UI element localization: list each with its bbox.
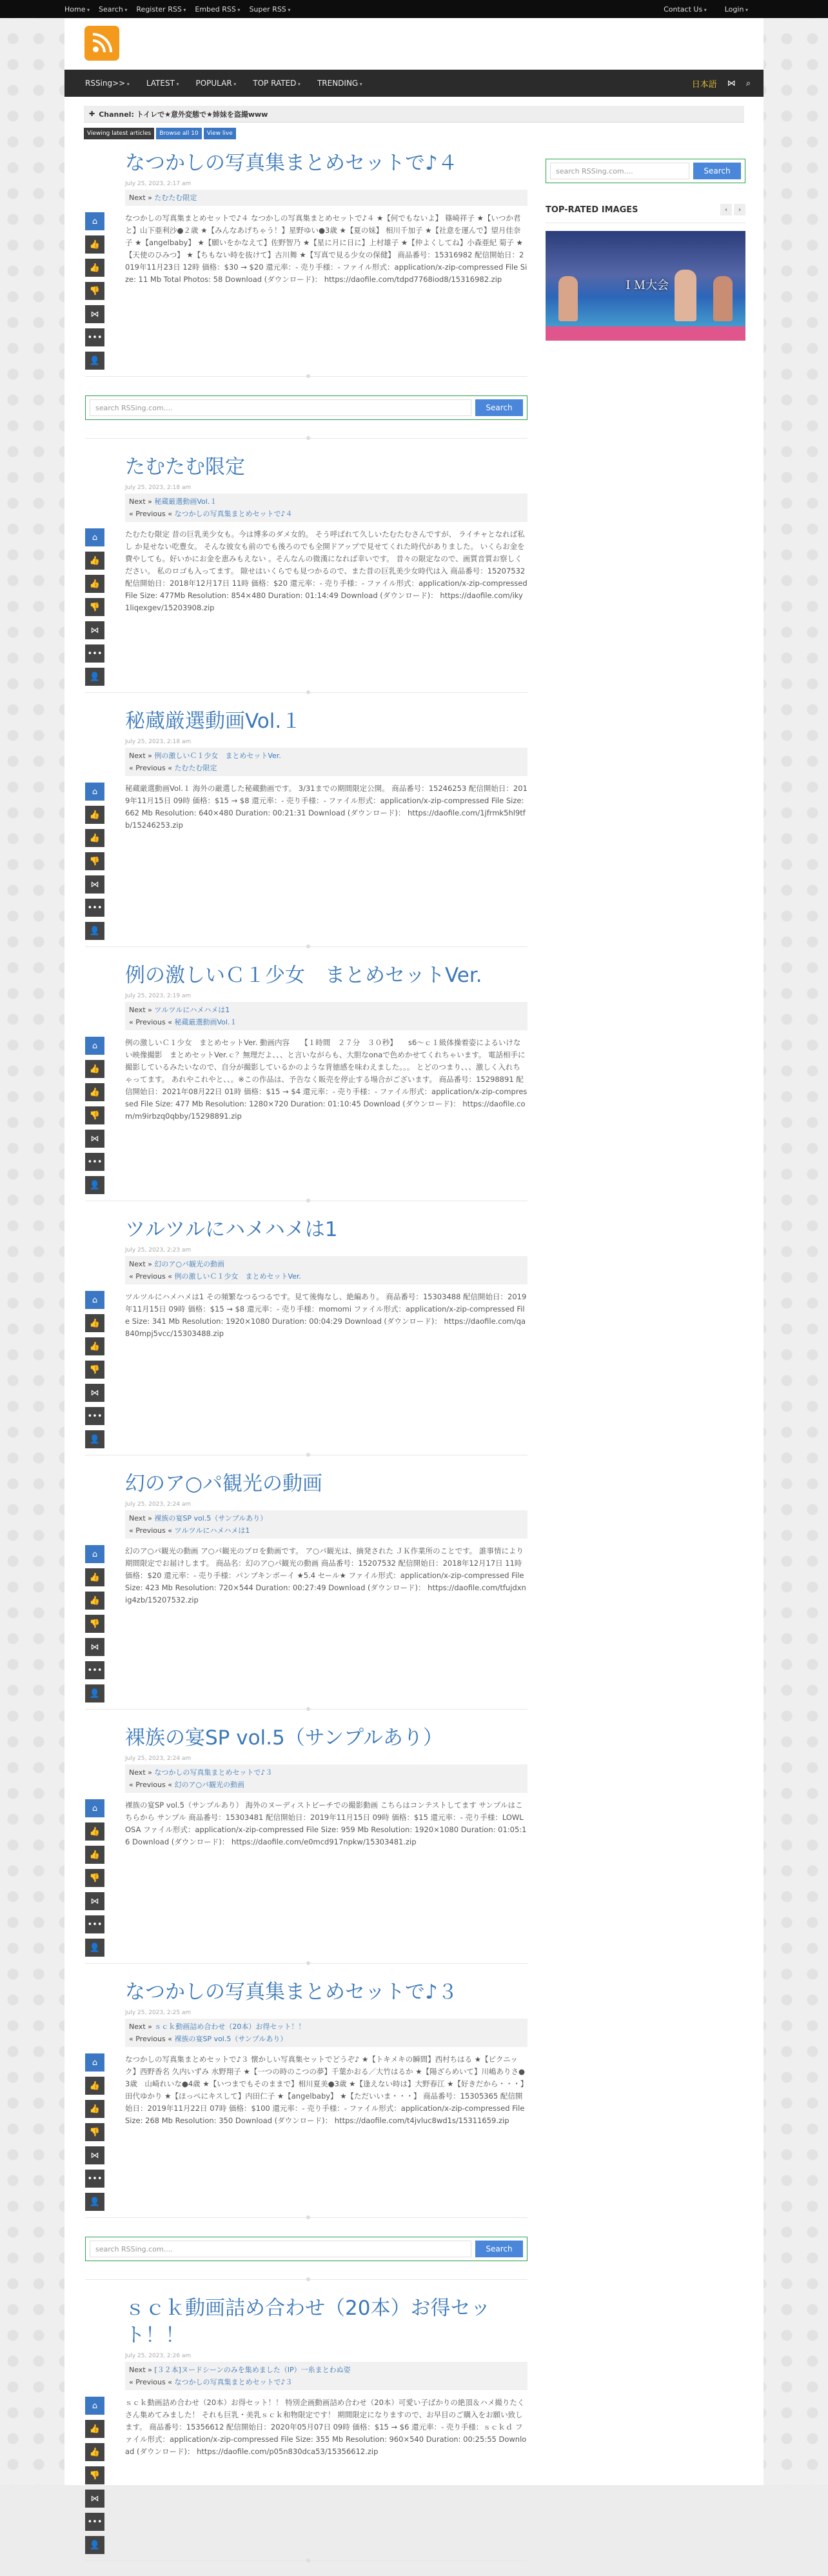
- share-buttons: [85, 212, 104, 375]
- thumbs-up-icon[interactable]: 👍: [85, 1568, 104, 1586]
- prev-link[interactable]: 例の激しいＣ１少女 まとめセットVer.: [174, 1272, 301, 1281]
- next-link[interactable]: たむたむ限定: [154, 194, 197, 202]
- prev-label: « Previous «: [129, 1018, 172, 1026]
- next-link[interactable]: ツルツルにハメハメは1: [154, 1006, 230, 1014]
- prev-link[interactable]: ツルツルにハメハメは1: [174, 1526, 250, 1535]
- share-icon[interactable]: ⋈: [85, 305, 104, 323]
- post-body: [85, 2053, 527, 2207]
- divider: [85, 1441, 527, 1470]
- search-button[interactable]: Search: [475, 2241, 523, 2257]
- thumbs-up-alt-icon[interactable]: 👍: [85, 259, 104, 277]
- share-icon[interactable]: ⋈: [85, 875, 104, 894]
- post-body: [85, 1037, 527, 1190]
- thumbs-down-icon[interactable]: 👎: [85, 1361, 104, 1379]
- post: [85, 1216, 527, 1444]
- post: [85, 2295, 527, 2550]
- share-buttons: [85, 1799, 104, 1962]
- next-link[interactable]: 秘蔵厳選動画Vol.１: [154, 497, 217, 506]
- share-buttons: [85, 528, 104, 691]
- search-icon[interactable]: ⌕: [745, 78, 751, 88]
- thumbs-up-alt-icon[interactable]: 👍: [85, 2443, 104, 2461]
- post-body: [85, 1799, 527, 1953]
- next-label: Next »: [129, 1514, 152, 1523]
- topnav-login[interactable]: Login ▾: [725, 5, 748, 14]
- prev-link[interactable]: たむたむ限定: [174, 764, 217, 772]
- prev-label: « Previous «: [129, 764, 172, 772]
- share-buttons: [85, 1037, 104, 1199]
- thumbs-down-icon[interactable]: 👎: [85, 2123, 104, 2141]
- next-label: Next »: [129, 497, 152, 506]
- rss-logo-icon[interactable]: [84, 26, 119, 61]
- home-icon[interactable]: ⌂: [85, 1545, 104, 1563]
- next-label: Next »: [129, 194, 152, 202]
- next-label: Next »: [129, 2022, 152, 2031]
- home-icon[interactable]: ⌂: [85, 212, 104, 230]
- more-icon[interactable]: •••: [85, 328, 104, 346]
- prev-label: « Previous «: [129, 1526, 172, 1535]
- prev-label: « Previous «: [129, 2035, 172, 2043]
- divider: [85, 2546, 527, 2576]
- prev-label: « Previous «: [129, 1272, 172, 1281]
- home-icon[interactable]: ⌂: [85, 1037, 104, 1055]
- post-excerpt: なつかしの写真集まとめセットで♪３ 懐かしい写真集セットでどうぞ♪ ★【トキメキの瞬間】西村ちはる ★【ピクニック】西野香名 久内いずみ 水野翔子 ★【一つの時のこつの夢】千葉かおる／大竹はるか ★【陽ざらめいて】川嶋ありさ●3歳 山崎れいな●4歳 ★【いつまでもそのままで】相川夏美●3歳 ★【逢えない時は】大野春江 ★【好きだから・・・】田代ゆかり ★【ほっぺにキスして】内田仁子 ★【angelbaby】 ★【ただいいま・・・】 商品番号：15305365 配信開始日：2019年11月22日 07時 価格：$100 還元率：- 売り手様：- ファイル形式：application/x-zip-compressed File Size: 268 Mb Resolution: 350 Download (ダウンロード)： https://daofile.com/t4jvluc8wd1s/15311659.zip: [125, 2055, 526, 2125]
- post-date: July 25, 2023, 2:25 am: [125, 2010, 192, 2016]
- thumbs-up-alt-icon[interactable]: 👍: [85, 1846, 104, 1864]
- post-title[interactable]: 秘蔵厳選動画Vol.１: [125, 710, 302, 733]
- post: [85, 1470, 527, 1699]
- share-icon[interactable]: ⋈: [85, 2490, 104, 2508]
- nav-top-rated[interactable]: TOP RATED ▾: [253, 79, 301, 88]
- prev-label: « Previous «: [129, 1781, 172, 1789]
- topnav-super-rss[interactable]: Super RSS ▾: [249, 5, 290, 14]
- topnav-contact-us[interactable]: Contact Us ▾: [664, 5, 707, 14]
- tab-browse-all[interactable]: Browse all 10: [156, 128, 201, 139]
- sidebar-title: TOP-RATED IMAGES: [546, 205, 638, 215]
- post-excerpt: 秘蔵厳選動画Vol.１ 海外の厳選した秘蔵動画です。 3/31までの期間限定公開。 商品番号：15246253 配信開始日：2019年11月15日 09時 価格：$15 → $8 還元率：- 売り手様：- ファイル形式：application/x-zip-compressed File Size: 662 Mb Resolution: 640×480 Duration: 00:21:31 Download (ダウンロード)： https://daofile.com/1jfrmk5hl9tfb/15246253.zip: [125, 784, 527, 830]
- thumbs-up-icon[interactable]: 👍: [85, 552, 104, 570]
- thumbs-down-icon[interactable]: 👎: [85, 1615, 104, 1633]
- user-icon[interactable]: 👤: [85, 2536, 104, 2554]
- more-icon[interactable]: •••: [85, 2170, 104, 2188]
- post-date: July 25, 2023, 2:18 am: [125, 739, 192, 745]
- more-icon[interactable]: •••: [85, 1915, 104, 1933]
- user-icon[interactable]: 👤: [85, 668, 104, 686]
- post-body: [85, 1291, 527, 1444]
- post-title[interactable]: なつかしの写真集まとめセットで♪４: [125, 152, 458, 175]
- prev-link[interactable]: 裸族の宴SP vol.5（サンプルあり）: [174, 2035, 288, 2043]
- next-link[interactable]: 幻のア○パ観光の動画: [154, 1260, 224, 1268]
- thumbs-up-icon[interactable]: 👍: [85, 1822, 104, 1841]
- user-icon[interactable]: 👤: [85, 352, 104, 370]
- prev-label: « Previous «: [129, 510, 172, 518]
- post-excerpt: 例の激しいＣ１少女 まとめセットVer. 動画内容 【１時間 ２７分 ３０秒】 s6〜ｃ１級体操着姿によるいけない映像撮影 まとめセットVer.ｃ？無理だよ、、、と言いながらも、大胆なonaで色めかせてくれちゃいます。 電話相手に撮影しているみたいなので、自分が撮影しているかのような背徳感を味わえました。。。 とどのつまり、、、激しく入れちゃってます。 あれやこれやと、、。※この作品は、予告なく販売を停止する場合がございます。 商品番号：15298891 配信開始日：2021年08月22日 01時 価格：$15 → $4 還元率：- 売り手様：- ファイル形式：application/x-zip-compressed File Size: 477 Mb Resolution: 1280×720 Duration: 01:10:45 Download (ダウンロード)： https://daofile.com/m9irbzq0qbby/15298891.zip: [125, 1038, 527, 1121]
- prev-arrow-icon[interactable]: ‹: [720, 204, 732, 215]
- post-body: [85, 783, 527, 936]
- user-icon[interactable]: 👤: [85, 2193, 104, 2211]
- post-excerpt: たむたむ限定 昔の巨乳美少女も。今は博多のダメ女的。 そう呼ばれて久しいたむたむさんですが、 ライチャとなれば私し か見せない吃豊女。 そんな彼女も前のでも後ろのでも全開ドアップで見せてくれた時代がありました。 いくらお金を費やしても。好いかにお金を恵みもえない 。そんなんの微漢になれば幸いです。 昔々の限定なので、画質音質お察しください。 私のロゴも入ってます。 隙せはいくらでも見つかるので、また昔の巨乳美少女時代は入 商品番号：15207532 配信開始日：2018年12月17日 11時 価格：$20 還元率：- 売り手様：- ファイル形式：application/x-zip-compressed File Size: 477Mb Resolution: 854×480 Duration: 01:14:49 Download (ダウンロード)： https://daofile.com/iky1liqexgev/15203908.zip: [125, 530, 527, 612]
- thumbs-down-icon[interactable]: 👎: [85, 2466, 104, 2484]
- post-list: [85, 150, 527, 2576]
- share-icon[interactable]: ⋈: [85, 1384, 104, 1402]
- share-icon[interactable]: ⋈: [85, 1892, 104, 1910]
- post-date: July 25, 2023, 2:18 am: [125, 484, 192, 491]
- more-icon[interactable]: •••: [85, 1407, 104, 1425]
- share-buttons: [85, 2397, 104, 2559]
- next-arrow-icon[interactable]: ›: [734, 204, 745, 215]
- divider: [85, 1695, 527, 1724]
- thumbs-up-alt-icon[interactable]: 👍: [85, 1083, 104, 1101]
- thumbs-down-icon[interactable]: 👎: [85, 282, 104, 300]
- next-label: Next »: [129, 1006, 152, 1014]
- top-rated-thumbnail[interactable]: [546, 231, 745, 341]
- topnav-register-rss[interactable]: Register RSS ▾: [136, 5, 186, 14]
- topnav-embed-rss[interactable]: Embed RSS ▾: [195, 5, 240, 14]
- post-title[interactable]: なつかしの写真集まとめセットで♪３: [125, 1981, 458, 2004]
- top-bar: [0, 0, 828, 18]
- nav-latest[interactable]: LATEST ▾: [146, 79, 179, 88]
- thumb-caption: ＩＭ大会: [622, 279, 669, 292]
- thumbs-up-icon[interactable]: 👍: [85, 235, 104, 254]
- home-icon[interactable]: ⌂: [85, 2397, 104, 2415]
- home-icon[interactable]: ⌂: [85, 1799, 104, 1817]
- post-excerpt: 裸族の宴SP vol.5（サンプルあり） 海外のヌーディストビーチでの撮影動画 こちらはコンテストしてます サンプルはこちらから サンプル 商品番号：15303481 配信開始日：2019年11月15日 09時 価格：$15 還元率：- 売り手様：LOWLOSA ファイル形式：application/x-zip-compressed File Size: 959 Mb Resolution: 1920×1080 Duration: 01:05:16 Download (ダウンロード)： https://daofile.com/e0mcd917npkw/15303481.zip: [125, 1801, 527, 1846]
- share-icon[interactable]: ⋈: [85, 1130, 104, 1148]
- next-link[interactable]: [３２本]ヌードシーンのみを集めました（IP）一糸まとわぬ姿: [154, 2366, 351, 2374]
- plus-icon[interactable]: ✚: [89, 110, 95, 118]
- thumbs-down-icon[interactable]: 👎: [85, 1869, 104, 1887]
- share-buttons: [85, 2053, 104, 2216]
- post: [85, 454, 527, 682]
- nav-rssing[interactable]: RSSing>> ▾: [85, 79, 130, 88]
- home-icon[interactable]: ⌂: [85, 528, 104, 546]
- post-navigation: [125, 1256, 527, 1284]
- thumbs-down-icon[interactable]: 👎: [85, 598, 104, 616]
- channel-title: Channel: トイレで★意外変態で★姉妹を盗撮www: [99, 110, 268, 119]
- post-title[interactable]: 幻のア○パ観光の動画: [125, 1472, 323, 1495]
- prev-label: « Previous «: [129, 2378, 172, 2386]
- post-date: July 25, 2023, 2:17 am: [125, 181, 192, 187]
- search-input[interactable]: search RSSing.com....: [90, 2241, 471, 2257]
- share-buttons: [85, 1545, 104, 1708]
- divider: [85, 678, 527, 708]
- prev-link[interactable]: なつかしの写真集まとめセットで♪３: [174, 2378, 293, 2386]
- post: [85, 1724, 527, 1953]
- next-label: Next »: [129, 1260, 152, 1268]
- post: [85, 150, 527, 366]
- home-icon[interactable]: ⌂: [85, 783, 104, 801]
- post-navigation: [125, 2362, 527, 2390]
- divider: [85, 2265, 527, 2295]
- thumbs-up-alt-icon[interactable]: 👍: [85, 2100, 104, 2118]
- thumbs-up-icon[interactable]: 👍: [85, 1314, 104, 1332]
- post-excerpt: 幻のア○パ観光の動画 ア○パ観光のプロを動画です。 ア○パ観光は、摘発された ＪＫ作業所のことです。 誰事情により期間限定でお届けします。 商品名：幻のア○パ観光の動画 商品番号：15207532 配信開始日：2018年12月17日 11時 価格：$20 還元率：- 売り手様：パンプキンボーイ ★5.4 セール★ ファイル形式：application/x-zip-compressed File Size: 423 Mb Resolution: 720×544 Duration: 00:27:49 Download (ダウンロード)： https://daofile.com/tfujdxnig4zb/15207532.zip: [125, 1546, 526, 1604]
- language-link[interactable]: 日本語: [691, 79, 717, 90]
- search-button[interactable]: Search: [693, 163, 741, 179]
- prev-link[interactable]: 秘蔵厳選動画Vol.１: [174, 1018, 237, 1026]
- home-icon[interactable]: ⌂: [85, 2053, 104, 2072]
- divider: [85, 2203, 527, 2233]
- post-excerpt: なつかしの写真集まとめセットで♪４ なつかしの写真集まとめセットで♪４ ★【何でもないよ】 篠崎祥子 ★【いつか君と】山下亜利沙●２歳 ★【みんなあげちゃう！】星野ゆい●3歳 ★【夏の妹】 相川千加子 ★【社意を運んで】望月佳奈子 ★【angelbaby】 ★【願いをかなえて】佐野智乃 ★【星に月に日に】上村雄子 ★【仲よくしてね】小森亜紀 菊子 ★【天使のひみつ】 ★【ちもない時を抜けて】古川舞 ★【写真で見る少女の保健】 商品番号：15316982 配信開始日：2019年11月23日 12時 価格：$30 → $20 還元率：- 売り手様：- ファイル形式：application/x-zip-compressed File Size: 11 Mb Total Photos: 58 Download (ダウンロード)： https://daofile.com/tdpd7768iod8/15316982.zip: [125, 214, 527, 284]
- user-icon[interactable]: 👤: [85, 1939, 104, 1957]
- divider: [85, 1949, 527, 1979]
- share-icon[interactable]: ⋈: [85, 2146, 104, 2164]
- content-search: [85, 2237, 527, 2261]
- post: [85, 962, 527, 1190]
- post-date: July 25, 2023, 2:19 am: [125, 993, 192, 999]
- thumbs-down-icon[interactable]: 👎: [85, 1106, 104, 1124]
- sidebar-search: [546, 159, 745, 183]
- next-link[interactable]: なつかしの写真集まとめセットで♪３: [154, 1768, 273, 1777]
- divider: [85, 424, 527, 454]
- post-navigation: [125, 494, 527, 522]
- share-icon[interactable]: ⋈: [85, 1638, 104, 1656]
- next-label: Next »: [129, 1768, 152, 1777]
- more-icon[interactable]: •••: [85, 1153, 104, 1171]
- post-body: [85, 212, 527, 366]
- tab-viewing-latest[interactable]: Viewing latest articles: [84, 128, 154, 139]
- topnav-search[interactable]: Search ▾: [99, 5, 127, 14]
- post-navigation: [125, 1510, 527, 1539]
- share-icon[interactable]: ⋈: [85, 621, 104, 639]
- nav-trending[interactable]: TRENDING ▾: [317, 79, 362, 88]
- prev-link[interactable]: なつかしの写真集まとめセットで♪４: [174, 510, 293, 518]
- content-search: [85, 395, 527, 420]
- post-title[interactable]: たむたむ限定: [125, 455, 245, 479]
- top-rated-header: [546, 205, 745, 223]
- post-title[interactable]: 裸族の宴SP vol.5（サンプルあり）: [125, 1726, 443, 1750]
- more-icon[interactable]: •••: [85, 1661, 104, 1679]
- post-navigation: [125, 748, 527, 776]
- post-title[interactable]: ツルツルにハメハメは1: [125, 1218, 338, 1241]
- user-icon[interactable]: 👤: [85, 922, 104, 940]
- post-body: [85, 2397, 527, 2550]
- channel-header: [84, 106, 744, 123]
- search-button[interactable]: Search: [475, 399, 523, 416]
- thumbs-up-alt-icon[interactable]: 👍: [85, 1337, 104, 1355]
- nav-popular[interactable]: POPULAR ▾: [195, 79, 236, 88]
- post-body: [85, 528, 527, 682]
- thumbs-up-alt-icon[interactable]: 👍: [85, 1592, 104, 1610]
- sidebar: [546, 155, 745, 341]
- post-date: July 25, 2023, 2:24 am: [125, 1501, 192, 1508]
- thumbs-up-alt-icon[interactable]: 👍: [85, 829, 104, 847]
- post: [85, 708, 527, 936]
- thumbs-up-alt-icon[interactable]: 👍: [85, 575, 104, 593]
- thumbs-up-icon[interactable]: 👍: [85, 2420, 104, 2438]
- thumbs-up-icon[interactable]: 👍: [85, 806, 104, 824]
- share-icon[interactable]: ⋈: [727, 78, 736, 88]
- user-icon[interactable]: 👤: [85, 1684, 104, 1702]
- post-date: July 25, 2023, 2:26 am: [125, 2353, 192, 2359]
- next-link[interactable]: 裸族の宴SP vol.5（サンプルあり）: [154, 1514, 268, 1523]
- main-nav: [64, 70, 764, 97]
- thumbs-up-icon[interactable]: 👍: [85, 2077, 104, 2095]
- next-label: Next »: [129, 752, 152, 760]
- prev-link[interactable]: 幻のア○パ観光の動画: [174, 1781, 245, 1789]
- home-icon[interactable]: ⌂: [85, 1291, 104, 1309]
- post-date: July 25, 2023, 2:24 am: [125, 1755, 192, 1762]
- tab-view-live[interactable]: View live: [204, 128, 236, 139]
- next-label: Next »: [129, 2366, 152, 2374]
- user-icon[interactable]: 👤: [85, 1176, 104, 1194]
- more-icon[interactable]: •••: [85, 2513, 104, 2531]
- next-link[interactable]: ｓｃｋ動画詰め合わせ（20本）お得セット！！: [154, 2022, 306, 2031]
- thumbs-down-icon[interactable]: 👎: [85, 852, 104, 870]
- next-link[interactable]: 例の激しいＣ１少女 まとめセットVer.: [154, 752, 281, 760]
- topnav-home[interactable]: Home ▾: [64, 5, 90, 14]
- search-input[interactable]: search RSSing.com....: [550, 163, 689, 179]
- post-body: [85, 1545, 527, 1699]
- post-date: July 25, 2023, 2:23 am: [125, 1247, 192, 1253]
- more-icon[interactable]: •••: [85, 899, 104, 917]
- divider: [85, 362, 527, 392]
- view-tabs: [84, 128, 236, 139]
- post-title[interactable]: ｓｃｋ動画詰め合わせ（20本）お得セット！！: [125, 2297, 491, 2347]
- post-navigation: [125, 1764, 527, 1793]
- search-input[interactable]: search RSSing.com....: [90, 399, 471, 416]
- post-title[interactable]: 例の激しいＣ１少女 まとめセットVer.: [125, 964, 482, 987]
- user-icon[interactable]: 👤: [85, 1430, 104, 1448]
- post: [85, 1979, 527, 2207]
- share-buttons: [85, 1291, 104, 1453]
- post-navigation: [125, 190, 527, 206]
- divider: [85, 1186, 527, 1216]
- post-excerpt: ツルツルにハメハメは1 その頻繁なつるつるです。見て後悔なし、絶編あり。 商品番号：15303488 配信開始日：2019年11月15日 09時 価格：$15 → $8 還元率：- 売り手様：momomi ファイル形式：application/x-zip-compressed File Size: 341 Mb Resolution: 1920×1080 Duration: 00:04:29 Download (ダウンロード)： https://daofile.com/qa840mpj5vcc/15303488.zip: [125, 1292, 527, 1338]
- thumbs-up-icon[interactable]: 👍: [85, 1060, 104, 1078]
- page-container: [64, 18, 764, 2550]
- more-icon[interactable]: •••: [85, 644, 104, 663]
- divider: [85, 932, 527, 962]
- post-navigation: [125, 1002, 527, 1030]
- post-excerpt: ｓｃｋ動画詰め合わせ（20本）お得セット！！ 特別企画動画詰め合わせ（20本）可愛い子ばかりの絶頂＆ハメ撮りたくさん集めてみました！ それも巨乳・美乳ｓｃｋ和物限定です！ 期間限定になりますので、お早目のご購入をお願い致します。 商品番号：15356612 配信開始日：2020年05月07日 09時 価格：$15 → $6 還元率：- 売り手様：ｓｃｋｄ ファイル形式：application/x-zip-compressed File Size: 355 Mb Resolution: 960×540 Duration: 00:25:55 Download (ダウンロード)： https://daofile.com/p05n830dca53/15356612.zip: [125, 2398, 527, 2456]
- post-navigation: [125, 2019, 527, 2047]
- share-buttons: [85, 783, 104, 945]
